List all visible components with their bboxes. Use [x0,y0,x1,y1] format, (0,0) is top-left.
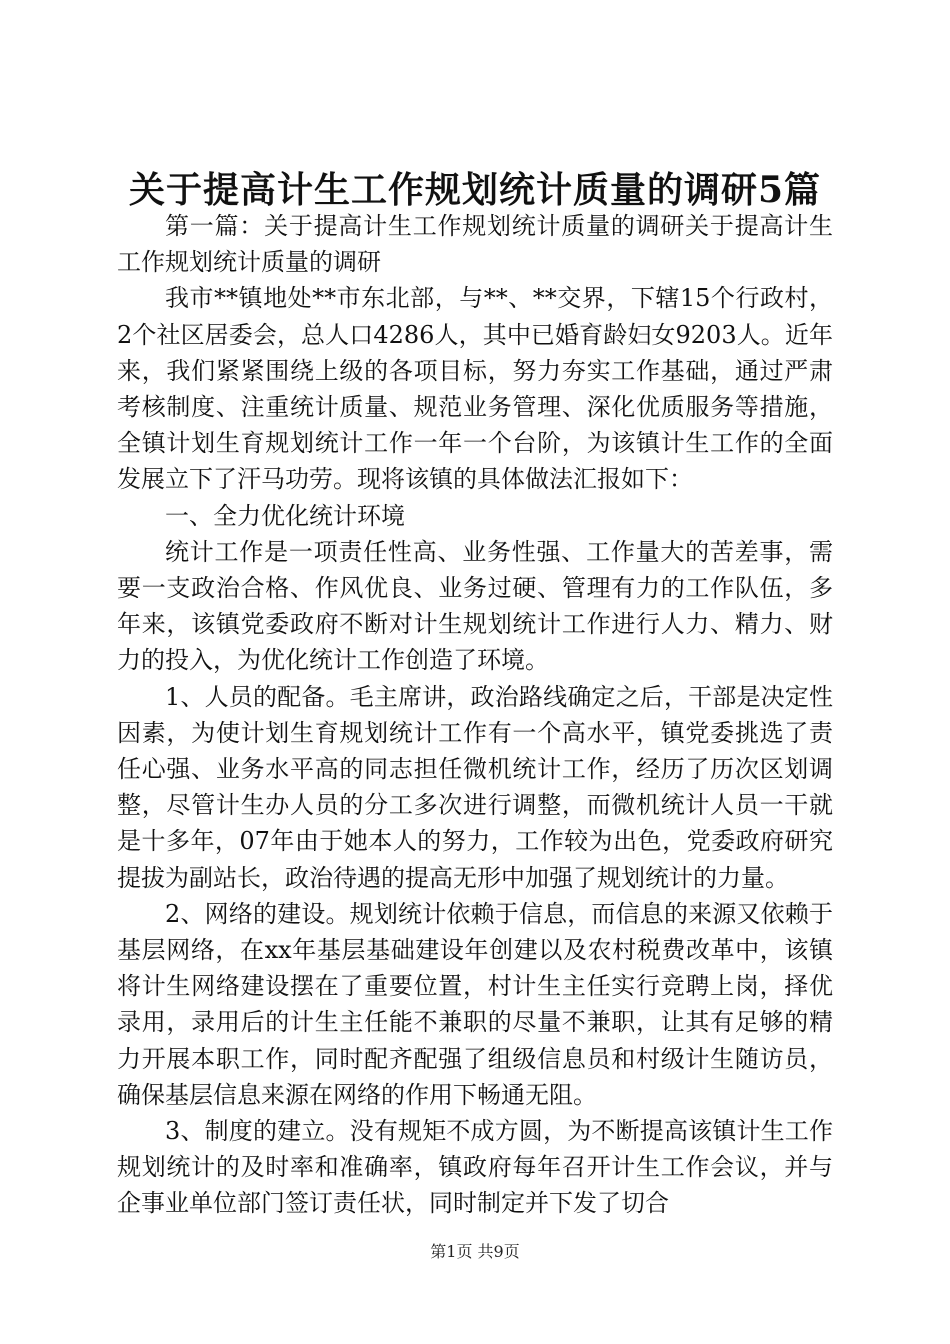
page-footer: 第1页 共9页 [430,1242,520,1261]
document-title: 关于提高计生工作规划统计质量的调研5篇 [128,169,822,211]
paragraph-1: 第一篇：关于提高计生工作规划统计质量的调研关于提高计生工作规划统计质量的调研 [117,212,833,277]
paragraph-5: 2、网络的建设。规划统计依赖于信息，而信息的来源又依赖于基层网络，在xx年基层基础建设年创建以及农村税费改革中，该镇将计生网络建设摆在了重要位置，村计生主任实行竞聘上岗，择优录用，录用后的计生主任能不兼职的尽量不兼职，让其有足够的精力开展本职工作，同时配齐配强了组级信息员和村级计生随访员，确保基层信息来源在网络的作用下畅通无阻。 [117,899,833,1109]
section-heading-1: 一、全力优化统计环境 [165,501,405,530]
paragraph-6: 3、制度的建立。没有规矩不成方圆，为不断提高该镇计生工作规划统计的及时率和准确率，镇政府每年召开计生工作会议，并与企事业单位部门签订责任状，同时制定并下发了切合 [117,1117,833,1218]
paragraph-4: 1、人员的配备。毛主席讲，政治路线确定之后，干部是决定性因素，为使计划生育规划统计工作有一个高水平，镇党委挑选了责任心强、业务水平高的同志担任微机统计工作，经历了历次区划调整，尽管计生办人员的分工多次进行调整，而微机统计人员一干就是十多年，07年由于她本人的努力，工作较为出色，党委政府研究提拔为副站长，政治待遇的提高无形中加强了规划统计的力量。 [117,682,833,892]
paragraph-2: 我市**镇地处**市东北部，与**、**交界，下辖15个行政村，2个社区居委会，总人口4286人，其中已婚育龄妇女9203人。近年来，我们紧紧围绕上级的各项目标，努力夯实工作基础，通过严肃考核制度、注重统计质量、规范业务管理、深化优质服务等措施，全镇计划生育规划统计工作一年一个台阶，为该镇计生工作的全面发展立下了汗马功劳。现将该镇的具体做法汇报如下： [117,284,833,494]
paragraph-3: 统计工作是一项责任性高、业务性强、工作量大的苦差事，需要一支政治合格、作风优良、业务过硬、管理有力的工作队伍，多年来，该镇党委政府不断对计生规划统计工作进行人力、精力、财力的投入，为优化统计工作创造了环境。 [117,537,833,675]
document-body [117,208,833,1222]
